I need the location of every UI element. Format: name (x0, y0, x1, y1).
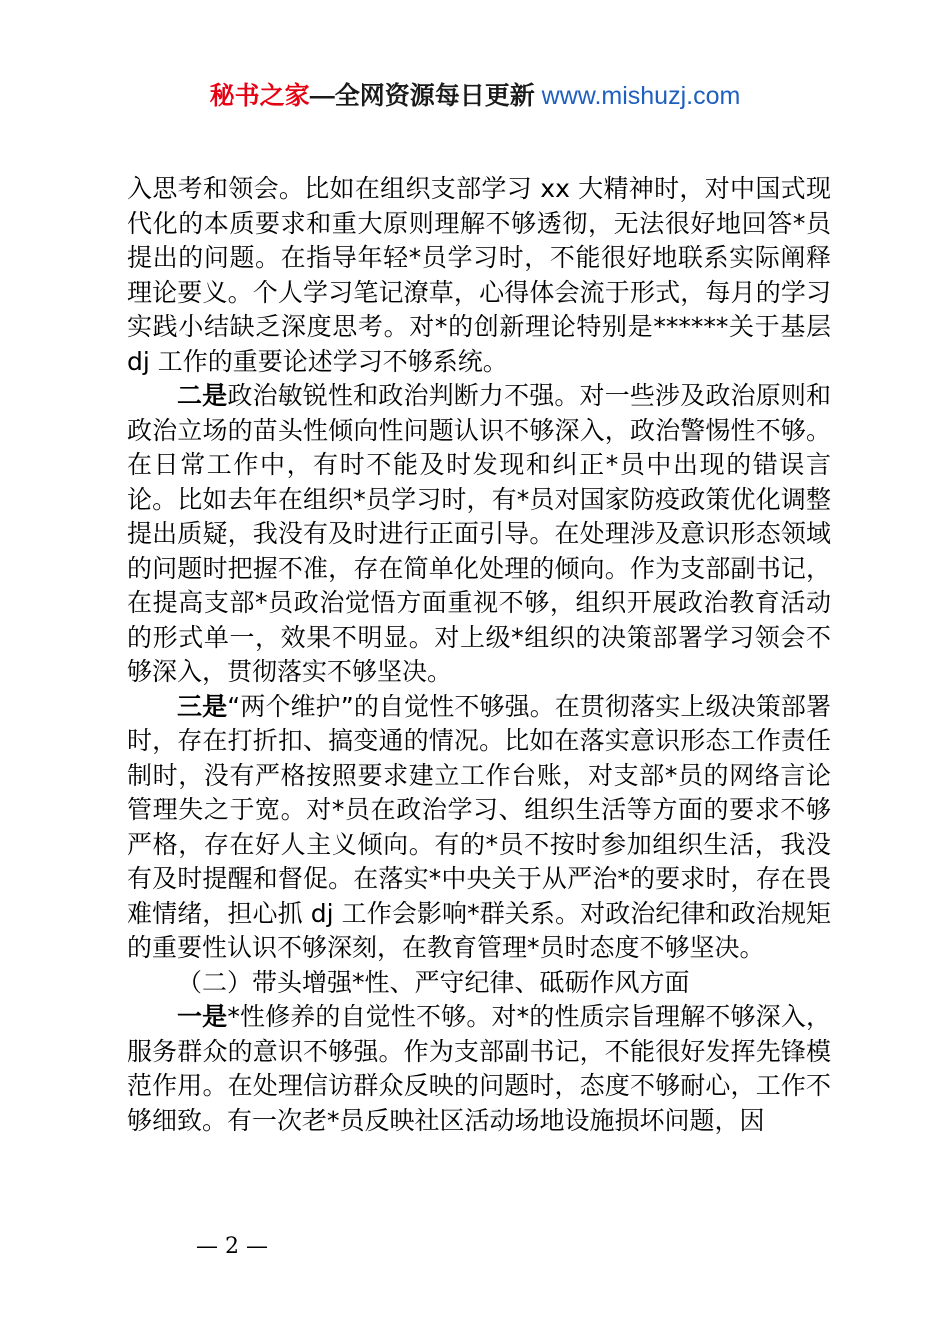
document-body (127, 172, 831, 1138)
paragraph-text: 入思考和领会。比如在组织支部学习 xx 大精神时，对中国式现代化的本质要求和重大原则理解不够透彻，无法很好地回答*员提出的问题。在指导年轻*员学习时，不能很好地联系实际阐释理论要义。个人学习笔记潦草，心得体会流于形式，每月的学习实践小结缺乏深度思考。对*的创新理论特别是******关于基层 dj 工作的重要论述学习不够系统。 (127, 174, 831, 376)
section-heading-text: （二）带头增强*性、严守纪律、砥砺作风方面 (177, 967, 690, 997)
paragraph-lead: 一是 (177, 1002, 228, 1031)
paragraph-lead: 二是 (177, 381, 228, 410)
paragraph (127, 690, 831, 966)
paragraph (127, 1000, 831, 1138)
paragraph-text: *性修养的自觉性不够。对*的性质宗旨理解不够深入，服务群众的意识不够强。作为支部副书记，不能很好发挥先锋模范作用。在处理信访群众反映的问题时，态度不够耐心，工作不够细致。有一次老*员反映社区活动场地设施损坏问题，因 (127, 1002, 831, 1135)
paragraph-text: “两个维护”的自觉性不够强。在贯彻落实上级决策部署时，存在打折扣、搞变通的情况。比如在落实意识形态工作责任制时，没有严格按照要求建立工作台账，对支部*员的网络言论管理失之于宽。对*员在政治学习、组织生活等方面的要求不够严格，存在好人主义倾向。有的*员不按时参加组织生活，我没有及时提醒和督促。在落实*中央关于从严治*的要求时，存在畏难情绪，担心抓 dj 工作会影响*群关系。对政治纪律和政治规矩的重要性认识不够深刻，在教育管理*员时态度不够坚决。 (127, 691, 831, 962)
paragraph (127, 172, 831, 379)
paragraph (127, 379, 831, 690)
paragraph-text: 政治敏锐性和政治判断力不强。对一些涉及政治原则和政治立场的苗头性倾向性问题认识不够深入，政治警惕性不够。在日常工作中，有时不能及时发现和纠正*员中出现的错误言论。比如去年在组织*员学习时，有*员对国家防疫政策优化调整提出质疑，我没有及时进行正面引导。在处理涉及意识形态领域的问题时把握不准，存在简单化处理的倾向。作为支部副书记，在提高支部*员政治觉悟方面重视不够，组织开展政治教育活动的形式单一，效果不明显。对上级*组织的决策部署学习领会不够深入，贯彻落实不够坚决。 (127, 381, 831, 686)
page-number: — 2 — (196, 1234, 268, 1259)
site-url[interactable]: www.mishuzj.com (541, 82, 741, 110)
site-tagline: —全网资源每日更新 (309, 82, 535, 110)
site-brand: 秘书之家 (209, 82, 310, 110)
site-watermark-header (0, 80, 950, 112)
section-heading (127, 966, 831, 1001)
paragraph-lead: 三是 (177, 691, 228, 721)
